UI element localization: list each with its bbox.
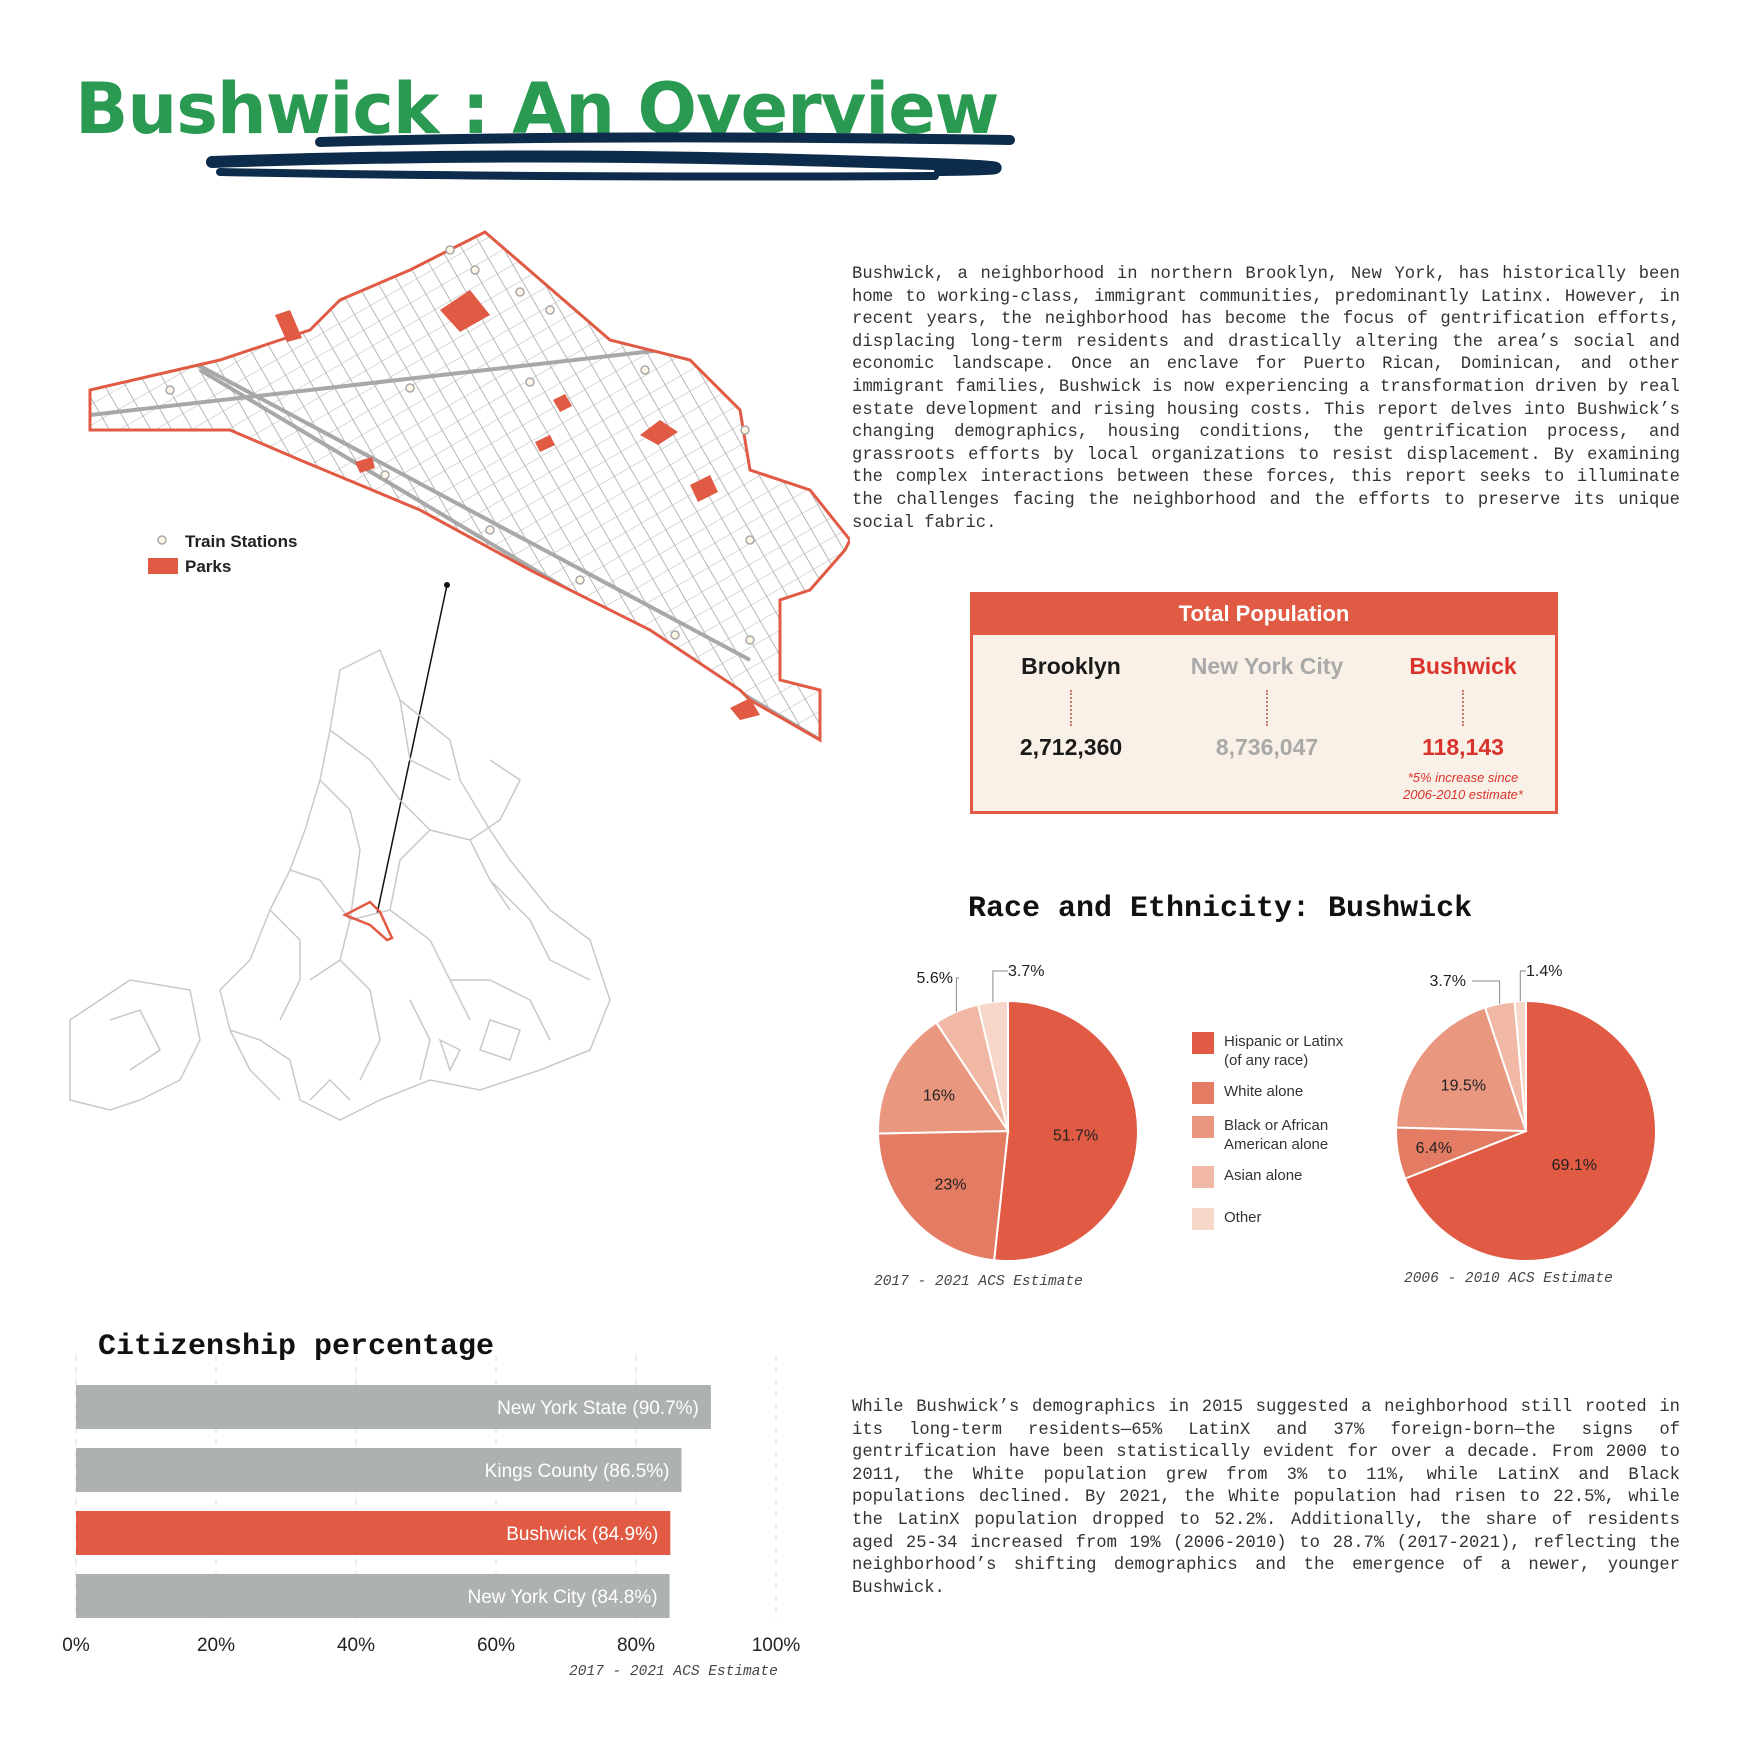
x-tick-label: 60% <box>476 1635 516 1656</box>
total-population-header: Total Population <box>973 595 1555 635</box>
population-name: Brooklyn <box>1021 653 1121 679</box>
population-name: Bushwick <box>1409 653 1517 679</box>
pie-label: 3.7% <box>1429 973 1466 990</box>
map-legend <box>148 532 297 576</box>
pie-label: 5.6% <box>916 970 953 987</box>
pie-label-leader <box>1472 981 1500 1004</box>
race-chart-title: Race and Ethnicity: Bushwick <box>968 892 1473 926</box>
pie-label: 51.7% <box>1052 1127 1099 1145</box>
bar-label: New York State (90.7%) <box>497 1398 699 1419</box>
bar-label: Kings County (86.5%) <box>484 1461 670 1482</box>
pie-label: 23% <box>934 1176 967 1194</box>
pie-label: 19.5% <box>1440 1077 1487 1095</box>
bar-label: New York City (84.8%) <box>467 1587 658 1608</box>
nyc-overview-map <box>70 650 610 1120</box>
x-axis-ticks <box>62 1635 800 1656</box>
population-bushwick <box>1365 653 1561 803</box>
legend-train-stations: Train Stations <box>185 532 298 551</box>
legend-item-hispanic: Hispanic or Latinx (of any race) <box>1192 1032 1394 1070</box>
pie-label: 3.7% <box>1008 963 1045 980</box>
pie-chart-2006-2010 <box>1396 963 1656 1261</box>
legend-item-white: White alone <box>1192 1082 1394 1104</box>
citizenship-caption: 2017 - 2021 ACS Estimate <box>569 1664 778 1680</box>
train-station-icon <box>158 536 166 544</box>
population-value: 118,143 <box>1422 734 1504 760</box>
x-tick-label: 100% <box>751 1635 801 1656</box>
total-population-card <box>970 592 1558 814</box>
map-connector-line <box>377 585 447 914</box>
pie-slice <box>878 1131 1008 1260</box>
bars <box>76 1385 711 1618</box>
pie-chart-2017-2021 <box>878 963 1138 1261</box>
pie-label-leader <box>993 971 1008 1002</box>
pie-label: 6.4% <box>1415 1140 1453 1158</box>
population-value: 8,736,047 <box>1215 734 1319 760</box>
title-underline <box>200 130 1020 190</box>
population-value: 2,712,360 <box>1019 734 1123 760</box>
population-name: New York City <box>1190 653 1344 679</box>
x-tick-label: 0% <box>62 1635 90 1656</box>
legend-parks: Parks <box>185 557 232 576</box>
intro-paragraph: Bushwick, a neighborhood in northern Brooklyn, New York, has historically been home to working-class, immigrant communities, predominantly Latinx. However, in recent years, the neighborhood has become the focus of gentrification efforts, displacing long-term residents and drastically altering the area’s social and economic landscape. Once an enclave for Puerto Rican, Dominican, and other immigrant families, Bushwick is now experiencing a transformation driven by real estate development and rising housing costs. This report delves into Bushwick’s changing demographics, housing conditions, the gentrification process, and grassroots efforts by local organizations to resist displacement. By examining the complex interactions between these forces, this report seeks to illuminate the challenges facing the neighborhood and the efforts to preserve its unique social fabric. <box>852 265 1680 533</box>
citizenship-bar-chart <box>60 1355 840 1685</box>
pie-label: 1.4% <box>1526 963 1563 980</box>
page-title: Bushwick : An Overview <box>75 68 999 150</box>
legend-item-black: Black or African American alone <box>1192 1116 1394 1154</box>
pie2-caption: 2006 - 2010 ACS Estimate <box>1404 1271 1613 1287</box>
citizenship-chart-title: Citizenship percentage <box>98 1330 495 1364</box>
pie1-caption: 2017 - 2021 ACS Estimate <box>874 1274 1083 1290</box>
x-tick-label: 40% <box>336 1635 376 1656</box>
pie-label: 69.1% <box>1551 1156 1598 1174</box>
population-brooklyn <box>973 653 1169 761</box>
population-nyc <box>1169 653 1365 761</box>
x-tick-label: 80% <box>616 1635 656 1656</box>
population-note: *5% increase since 2006-2010 estimate* <box>1403 770 1523 802</box>
legend-item-other: Other <box>1192 1208 1394 1230</box>
pie-label: 16% <box>922 1087 955 1105</box>
pie-label-leader <box>956 978 959 1012</box>
bushwick-map <box>50 220 850 1270</box>
legend-item-asian: Asian alone <box>1192 1166 1394 1188</box>
park-swatch <box>148 558 178 574</box>
bushwick-detail-map <box>80 220 850 760</box>
bar-label: Bushwick (84.9%) <box>506 1524 659 1545</box>
x-tick-label: 20% <box>196 1635 236 1656</box>
outro-paragraph: While Bushwick’s demographics in 2015 suggested a neighborhood still rooted in its long-term residents—65% LatinX and 37% foreign-born—the signs of gentrification have been statistically evident for over a decade. From 2000 to 2011, the White population grew from 3% to 11%, while LatinX and Black populations declined. By 2021, the White population had risen to 22.5%, while the LatinX population dropped to 52.2%. Additionally, the share of residents aged 25-34 increased from 19% (2006-2010) to 28.7% (2017-2021), reflecting the neighborhood’s shifting demographics and the emergence of a newer, younger Bushwick. <box>852 1398 1680 1598</box>
